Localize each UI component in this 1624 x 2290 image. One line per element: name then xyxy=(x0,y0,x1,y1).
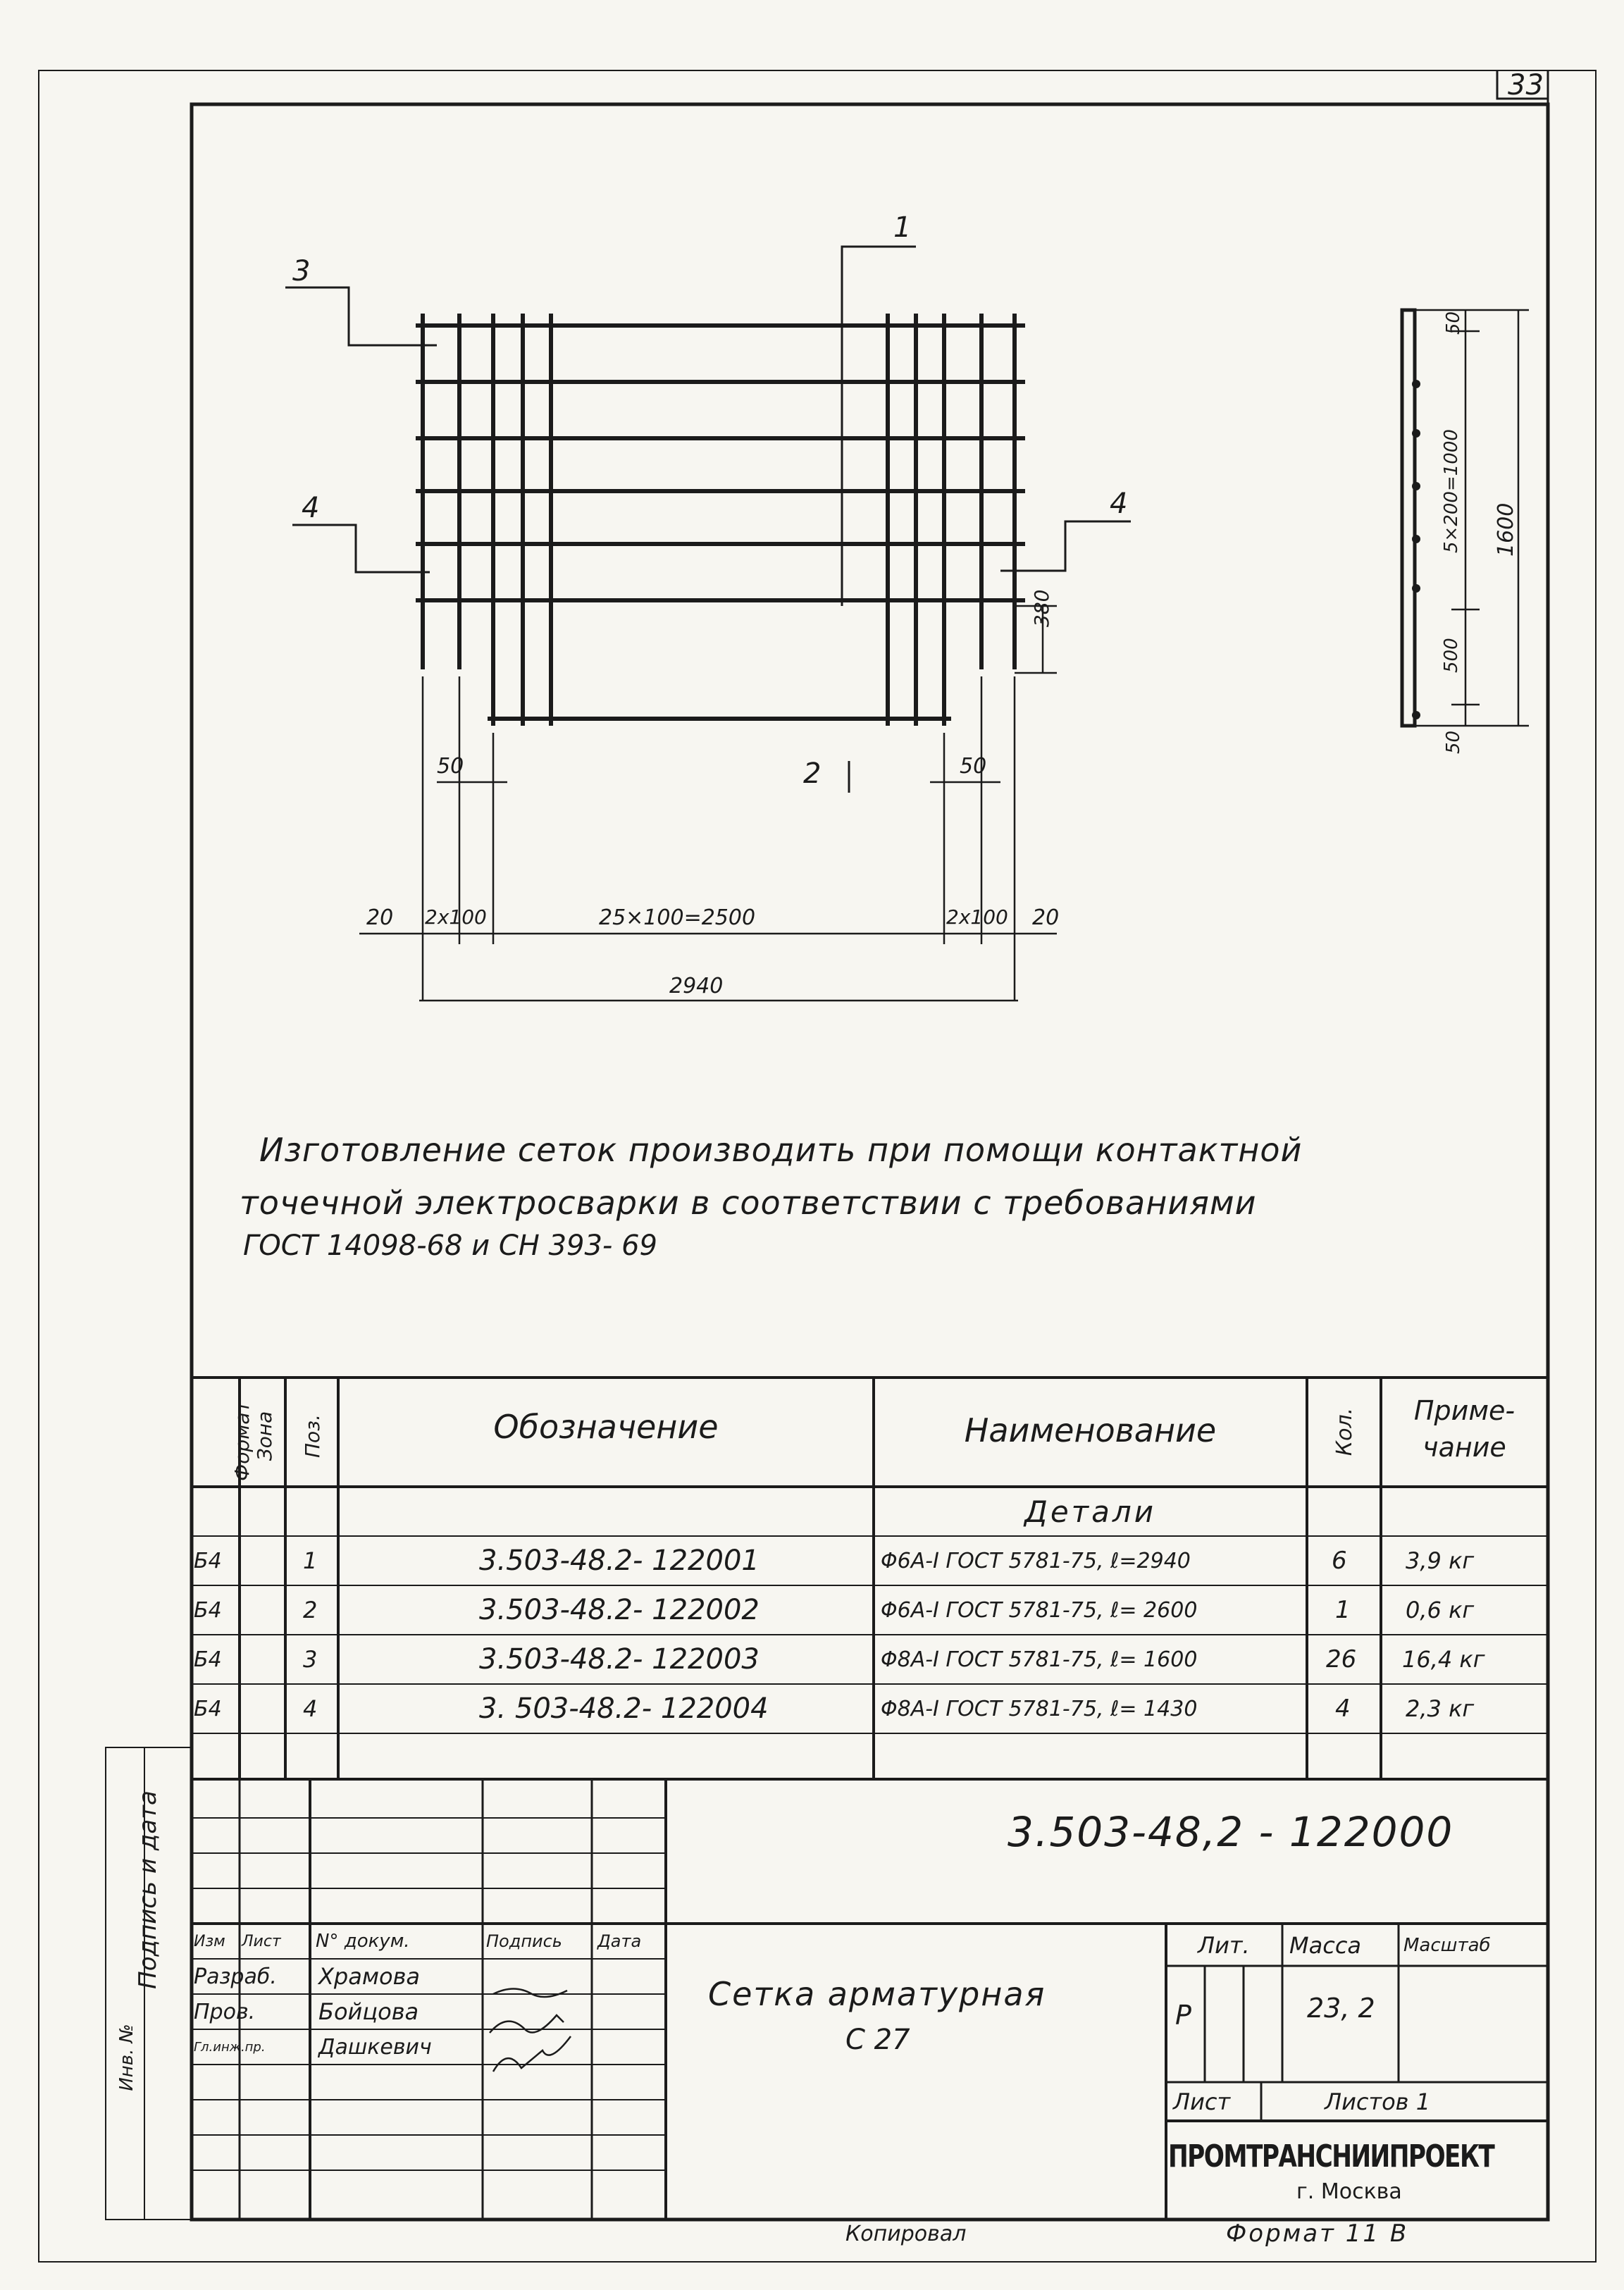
row-1-format: Б4 xyxy=(194,1548,222,1573)
stamp-header-doc: N° докум. xyxy=(316,1931,410,1952)
row-4-designation: 3. 503-48.2- 122004 xyxy=(479,1692,769,1725)
title-line-2: С 27 xyxy=(845,2024,910,2056)
section-details: Детали xyxy=(1024,1494,1156,1529)
row-4-note: 2,3 кг xyxy=(1406,1695,1475,1722)
dimension-lines xyxy=(359,606,1060,1001)
name-chief: Дашкевич xyxy=(318,2034,432,2060)
name-checker: Бойцова xyxy=(318,1998,419,2025)
header-note-1: Приме- xyxy=(1413,1395,1515,1426)
dim-25x100: 25×100=2500 xyxy=(599,905,756,930)
row-3-pos: 3 xyxy=(303,1646,318,1673)
mass-label: Масса xyxy=(1289,1932,1362,1959)
side-label-signature: Подпись и дата xyxy=(134,1790,162,1989)
dim-50-left: 50 xyxy=(437,754,464,779)
callout-1: 1 xyxy=(893,211,912,244)
mesh-drawing xyxy=(416,314,1025,726)
sheet-number: 33 xyxy=(1508,69,1544,101)
row-1-pos: 1 xyxy=(303,1547,318,1574)
callout-2: 2 xyxy=(803,757,822,790)
note-line-2: точечной электросварки в соответствии с требованиями xyxy=(240,1184,1257,1222)
doc-number: 3.503-48,2 - 122000 xyxy=(1008,1808,1454,1856)
dim-20-left: 20 xyxy=(366,905,394,930)
row-2-qty: 1 xyxy=(1335,1596,1351,1624)
row-1-note: 3,9 кг xyxy=(1406,1547,1475,1574)
lit-label: Лит. xyxy=(1198,1932,1250,1959)
mass-value: 23, 2 xyxy=(1307,1993,1375,2024)
title-line-1: Сетка арматурная xyxy=(708,1975,1046,2013)
row-4-format: Б4 xyxy=(194,1696,222,1721)
row-1-name: Φ6А-I ГОСТ 5781-75, ℓ=2940 xyxy=(881,1548,1191,1573)
row-4-qty: 4 xyxy=(1335,1695,1351,1723)
role-developer: Разраб. xyxy=(194,1964,277,1989)
signatures xyxy=(490,1989,571,2072)
side-dim-50-top: 50 xyxy=(1443,311,1464,335)
header-qty: Кол. xyxy=(1332,1407,1357,1456)
header-note-2: чание xyxy=(1422,1432,1506,1463)
callout-3: 3 xyxy=(292,255,311,287)
dim-50-right: 50 xyxy=(960,754,987,779)
side-dim-50-bottom: 50 xyxy=(1443,730,1464,754)
row-3-name: Φ8А-I ГОСТ 5781-75, ℓ= 1600 xyxy=(881,1647,1198,1672)
row-4-name: Φ8А-I ГОСТ 5781-75, ℓ= 1430 xyxy=(881,1696,1198,1721)
stamp-header-date: Дата xyxy=(597,1931,642,1951)
stamp-header-sign: Подпись xyxy=(486,1931,562,1951)
org-city: г. Москва xyxy=(1296,2179,1402,2204)
stamp-header-list: Лист xyxy=(242,1932,281,1950)
row-2-designation: 3.503-48.2- 122002 xyxy=(479,1594,760,1626)
row-4-pos: 4 xyxy=(303,1695,318,1722)
row-3-designation: 3.503-48.2- 122003 xyxy=(479,1643,760,1676)
row-2-name: Φ6А-I ГОСТ 5781-75, ℓ= 2600 xyxy=(881,1597,1198,1623)
dim-380: 380 xyxy=(1030,589,1053,627)
note-line-3: ГОСТ 14098-68 и СН 393- 69 xyxy=(243,1230,657,1262)
side-dim-5x200: 5×200=1000 xyxy=(1441,429,1462,553)
side-label-inv: Инв. № xyxy=(116,2024,137,2091)
side-dim-500: 500 xyxy=(1441,638,1462,673)
role-checker: Пров. xyxy=(194,1999,256,2024)
name-developer: Храмова xyxy=(318,1963,421,1990)
copied-label: Копировал xyxy=(845,2221,967,2246)
dim-20-right: 20 xyxy=(1032,905,1060,930)
row-3-note: 16,4 кг xyxy=(1402,1646,1485,1673)
row-3-format: Б4 xyxy=(194,1647,222,1672)
dim-2940: 2940 xyxy=(669,974,724,998)
sheet-label: Лист xyxy=(1173,2088,1231,2115)
stamp-header-izm: Изм xyxy=(194,1932,225,1950)
note-line-1: Изготовление сеток производить при помощи контактной xyxy=(259,1131,1303,1169)
format-label: Формат 11 В xyxy=(1226,2220,1409,2248)
header-zone: Зона xyxy=(252,1411,276,1461)
role-chief: Гл.инж.пр. xyxy=(194,2039,266,2055)
header-designation: Обозначение xyxy=(493,1408,719,1446)
row-2-pos: 2 xyxy=(303,1597,318,1623)
side-dim-1600: 1600 xyxy=(1494,502,1518,557)
callout-4-right: 4 xyxy=(1110,488,1128,520)
dim-2x100-right: 2x100 xyxy=(946,905,1008,929)
row-1-qty: 6 xyxy=(1332,1547,1347,1575)
scale-label: Масштаб xyxy=(1403,1935,1491,1956)
callout-4-left: 4 xyxy=(302,492,320,524)
lit-value: Р xyxy=(1175,2000,1191,2031)
row-2-note: 0,6 кг xyxy=(1406,1597,1475,1623)
dim-2x100-left: 2x100 xyxy=(425,905,487,929)
row-3-qty: 26 xyxy=(1326,1645,1357,1673)
header-pos: Поз. xyxy=(300,1414,324,1458)
row-2-format: Б4 xyxy=(194,1597,222,1623)
sheets-label: Листов 1 xyxy=(1325,2088,1431,2115)
org-name: ПРОМТРАНСНИИПРОЕКТ xyxy=(1168,2138,1494,2174)
header-format: Формат xyxy=(230,1401,254,1481)
header-name: Наименование xyxy=(964,1411,1217,1449)
row-1-designation: 3.503-48.2- 122001 xyxy=(479,1545,760,1577)
leader-lines xyxy=(285,247,1131,793)
